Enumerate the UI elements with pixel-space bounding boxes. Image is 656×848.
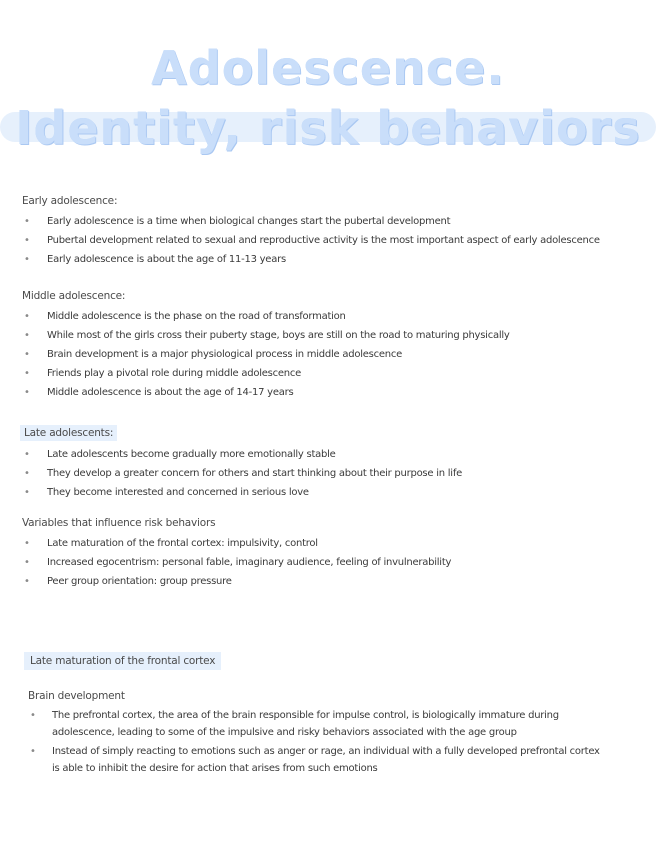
bullet-icon: • <box>30 710 36 721</box>
list-item <box>0 383 656 402</box>
list-item-text: The prefrontal cortex, the area of the brain responsible for impulse control, is biologically immature during adolescence, leading to some of the impulsive and risky behaviors associated with the age group <box>52 710 559 738</box>
bullet-list <box>0 307 656 402</box>
section-brain-development <box>0 689 656 779</box>
bullet-icon: • <box>24 368 30 379</box>
section-early-adolescence <box>0 194 656 269</box>
section-frontal-cortex <box>0 649 656 670</box>
section-heading-highlighted: Late maturation of the frontal cortex <box>24 652 221 670</box>
list-item-text: While most of the girls cross their puberty stage, boys are still on the road to maturing physically <box>47 330 510 341</box>
section-late-adolescents <box>0 421 656 502</box>
list-item-text: Friends play a pivotal role during middle adolescence <box>47 368 301 379</box>
bullet-icon: • <box>24 449 30 460</box>
list-item <box>0 534 656 553</box>
section-heading: Variables that influence risk behaviors <box>22 517 216 529</box>
bullet-icon: • <box>30 746 36 757</box>
list-item-text: Brain development is a major physiological process in middle adolescence <box>47 349 402 360</box>
bullet-icon: • <box>24 235 30 246</box>
section-heading: Early adolescence: <box>22 195 118 207</box>
list-item <box>0 212 656 231</box>
bullet-icon: • <box>24 387 30 398</box>
list-item <box>0 250 656 269</box>
section-middle-adolescence <box>0 289 656 402</box>
list-item-text: Pubertal development related to sexual and reproductive activity is the most important aspect of early adolescence <box>47 235 600 246</box>
bullet-icon: • <box>24 311 30 322</box>
bullet-icon: • <box>24 538 30 549</box>
bullet-icon: • <box>24 216 30 227</box>
list-item-text: They become interested and concerned in serious love <box>47 487 309 498</box>
bullet-list <box>0 212 656 269</box>
list-item <box>0 464 656 483</box>
list-item <box>0 364 656 383</box>
bullet-icon: • <box>24 487 30 498</box>
list-item-text: Late maturation of the frontal cortex: impulsivity, control <box>47 538 318 549</box>
list-item <box>0 743 600 777</box>
page-title-line-1: Adolescence. <box>151 41 505 95</box>
section-heading: Late adolescents: <box>20 425 117 441</box>
bullet-icon: • <box>24 349 30 360</box>
list-item-text: Peer group orientation: group pressure <box>47 576 232 587</box>
list-item-text: Instead of simply reacting to emotions such as anger or rage, an individual with a fully developed prefrontal cortex is able to inhibit the desire for action that arises from such emotions <box>52 746 600 774</box>
list-item <box>0 483 656 502</box>
section-risk-variables <box>0 516 656 591</box>
bullet-icon: • <box>24 254 30 265</box>
list-item <box>0 572 656 591</box>
list-item <box>0 707 600 741</box>
list-item <box>0 445 656 464</box>
list-item <box>0 326 656 345</box>
list-item-text: Middle adolescence is the phase on the road of transformation <box>47 311 346 322</box>
list-item-text: Middle adolescence is about the age of 14-17 years <box>47 387 294 398</box>
list-item <box>0 307 656 326</box>
list-item <box>0 231 656 250</box>
list-item-text: They develop a greater concern for others and start thinking about their purpose in life <box>47 468 463 479</box>
subsection-heading: Brain development <box>28 690 125 702</box>
page-title-line-2: Identity, risk behaviors <box>15 101 641 155</box>
title-block <box>0 40 656 160</box>
list-item-text: Late adolescents become gradually more emotionally stable <box>47 449 336 460</box>
list-item <box>0 553 656 572</box>
bullet-list <box>0 707 600 777</box>
list-item-text: Early adolescence is about the age of 11-13 years <box>47 254 286 265</box>
list-item <box>0 345 656 364</box>
bullet-list <box>0 445 656 502</box>
list-item-text: Increased egocentrism: personal fable, imaginary audience, feeling of invulnerability <box>47 557 452 568</box>
bullet-icon: • <box>24 557 30 568</box>
bullet-icon: • <box>24 468 30 479</box>
bullet-list <box>0 534 656 591</box>
bullet-icon: • <box>24 330 30 341</box>
section-heading: Middle adolescence: <box>22 290 126 302</box>
bullet-icon: • <box>24 576 30 587</box>
list-item-text: Early adolescence is a time when biological changes start the pubertal development <box>47 216 451 227</box>
